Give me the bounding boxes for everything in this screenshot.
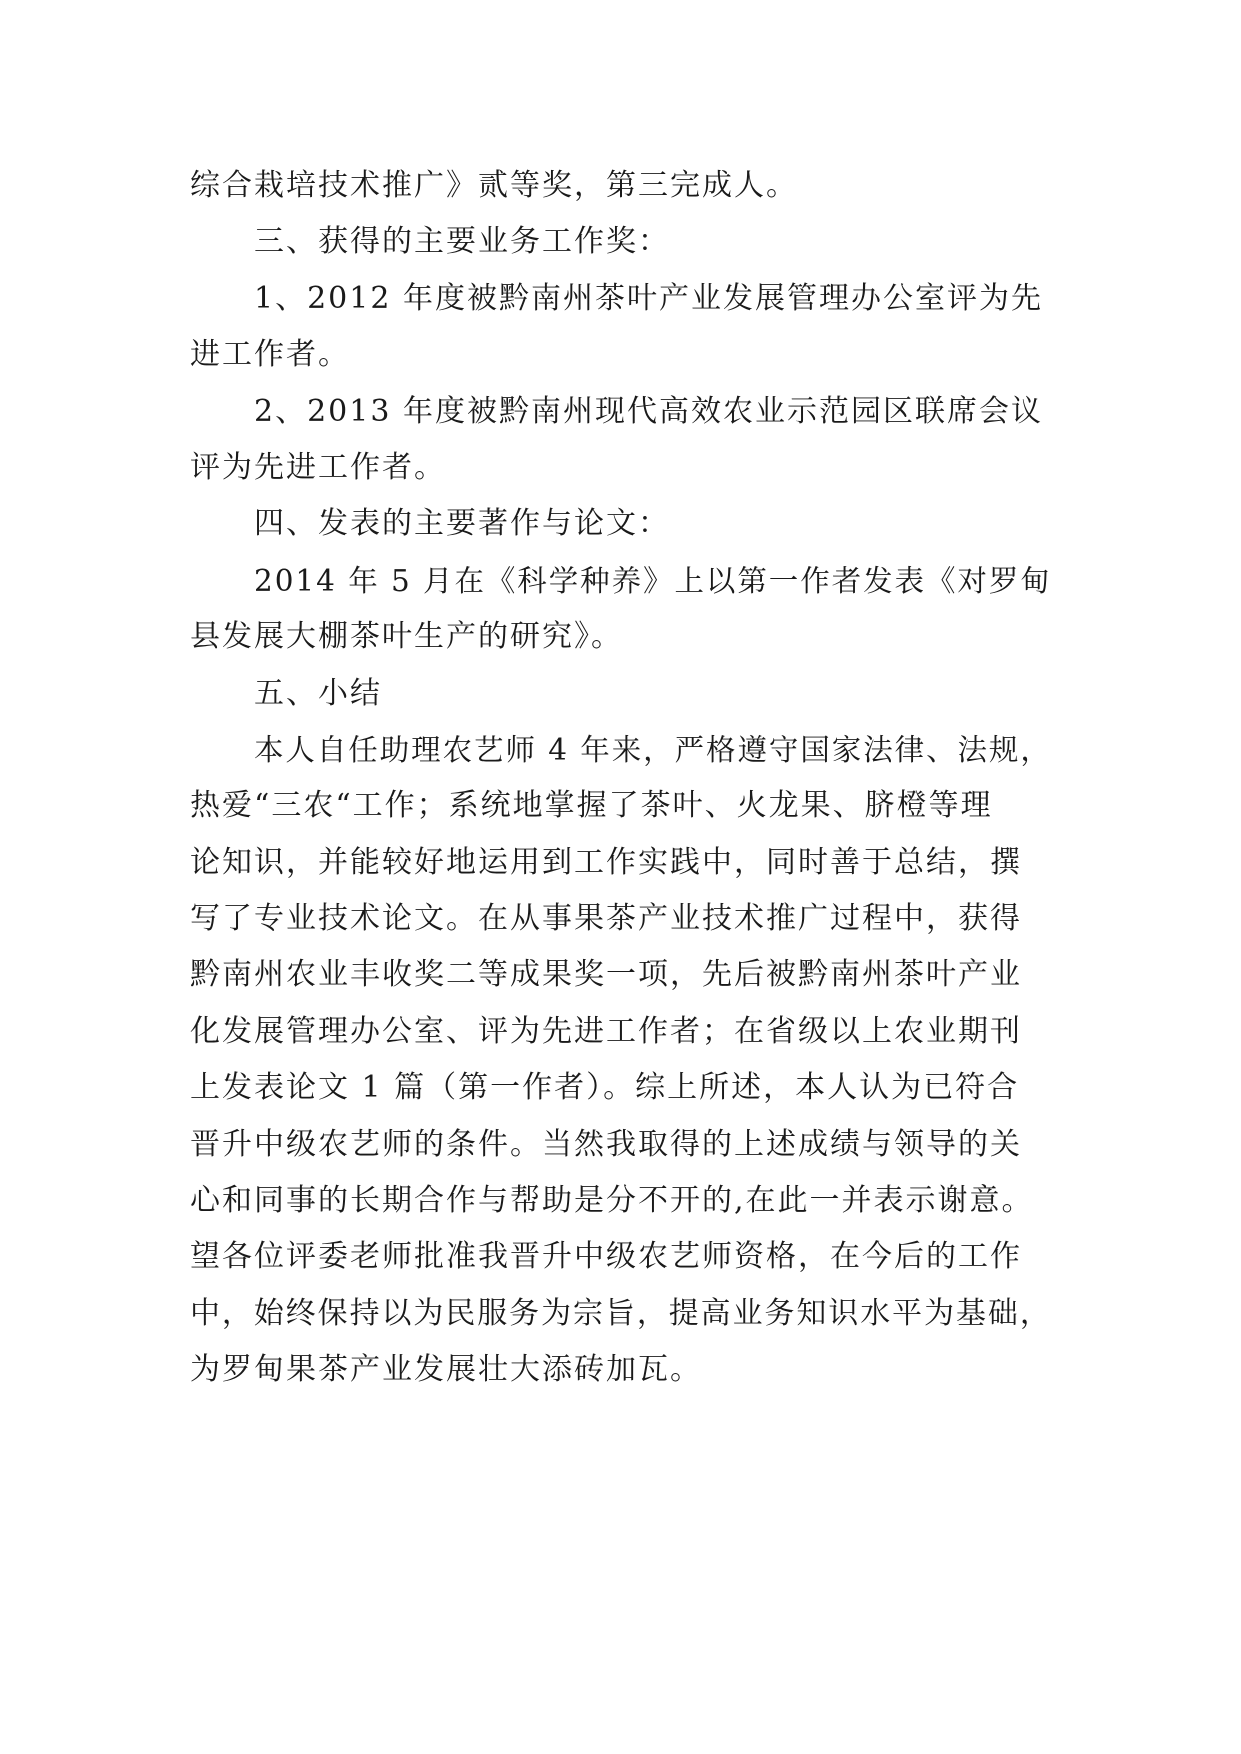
text-line: 望各位评委老师批准我晋升中级农艺师资格，在今后的工作 bbox=[190, 1239, 1022, 1275]
text-line: 评为先进工作者。 bbox=[190, 449, 446, 485]
text-line: 进工作者。 bbox=[190, 337, 350, 373]
text-line: 写了专业技术论文。在从事果茶产业技术推广过程中，获得 bbox=[190, 901, 1022, 937]
text-line: 1、2012 年度被黔南州茶叶产业发展管理办公室评为先 bbox=[254, 280, 1043, 316]
text-line: 黔南州农业丰收奖二等成果奖一项，先后被黔南州茶叶产业 bbox=[190, 957, 1022, 993]
section-heading-summary: 五、小结 bbox=[254, 675, 382, 711]
text-line: 晋升中级农艺师的条件。当然我取得的上述成绩与领导的关 bbox=[190, 1126, 1022, 1162]
text-line: 县发展大棚茶叶生产的研究》。 bbox=[190, 619, 623, 655]
text-line: 化发展管理办公室、评为先进工作者；在省级以上农业期刊 bbox=[190, 1013, 1022, 1049]
text-line: 综合栽培技术推广》贰等奖，第三完成人。 bbox=[190, 168, 798, 203]
text-line: 热爱“三农“工作；系统地掌握了茶叶、火龙果、脐橙等理 bbox=[190, 788, 993, 824]
text-line: 2014 年 5 月在《科学种养》上以第一作者发表《对罗甸 bbox=[254, 563, 1052, 598]
text-line: 上发表论文 1 篇（第一作者）。综上所述，本人认为已符合 bbox=[190, 1070, 1020, 1106]
section-heading-awards: 三、获得的主要业务工作奖： bbox=[254, 224, 670, 260]
text-line: 论知识，并能较好地运用到工作实践中，同时善于总结，撰 bbox=[190, 844, 1022, 880]
text-line: 2、2013 年度被黔南州现代高效农业示范园区联席会议 bbox=[254, 393, 1043, 429]
text-line: 中，始终保持以为民服务为宗旨，提高业务知识水平为基础， bbox=[190, 1295, 1052, 1331]
section-heading-publications: 四、发表的主要著作与论文： bbox=[254, 506, 670, 542]
document-body bbox=[190, 158, 1052, 1399]
text-line: 心和同事的长期合作与帮助是分不开的,在此一并表示谢意。 bbox=[190, 1183, 1034, 1219]
text-line: 本人自任助理农艺师 4 年来，严格遵守国家法律、法规， bbox=[254, 732, 1052, 767]
text-line: 为罗甸果茶产业发展壮大添砖加瓦。 bbox=[190, 1352, 702, 1388]
